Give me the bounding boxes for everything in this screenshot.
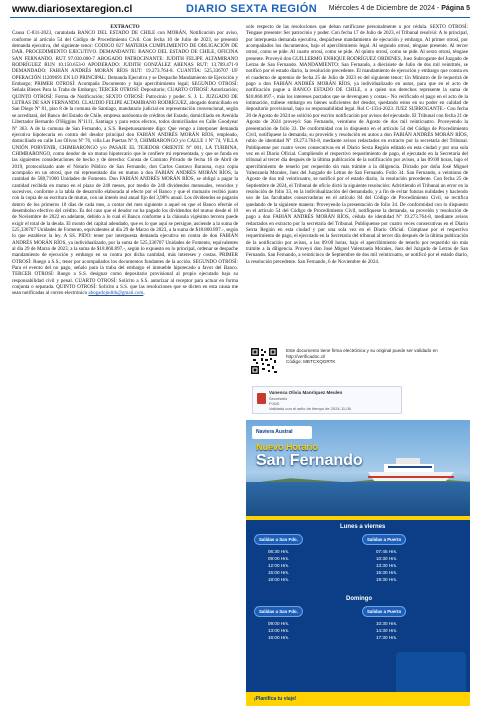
time-slot: 13:00 Hrs. (268, 628, 290, 633)
email-link[interactable]: abogadojudith@gmail.com (88, 290, 144, 297)
time-slot: 06:30 Hrs. (268, 549, 290, 554)
page-number: Página 5 (441, 5, 470, 12)
ferry-ship-icon (366, 456, 456, 482)
ad-footer-cta: ¡Planifica tu viaje! (246, 692, 470, 706)
article-title: EXTRACTO (110, 24, 140, 30)
qr-code-icon[interactable] (250, 347, 278, 375)
signature-text (286, 348, 462, 365)
time-slot: 10:30 Hrs. (376, 621, 398, 626)
weekday-left-times (268, 548, 289, 583)
sunday-title: Domingo (346, 596, 372, 602)
ad-ferry-photo (396, 652, 466, 696)
ad-brand-badge: Naviera Austral (252, 426, 312, 439)
article-paragraph-2: solo respecto de las resoluciones que deban notificarse personalmente o por cédula. SEXTO OTROSÍ: Tengase presente: Ser patrocinio y poder. Con fecha 17 de Julio de 2023, el Tribunal resolvió: A lo principal, por interpuesta demanda ejecutiva, despáchese mandamiento de ejecución y embargo. Al primer otrosí, por acompañados los documentos, bajo el apercibimiento legal. Al segundo otrosí, téngase presente. Al tercer otrosí, como se pide. Al cuarto otrosí, como se pide. Al quinto otrosí, como se pide. Al sexto otrosí, téngase presente. Proveyó don GUILLERMO ENRIQUE RODRÍGUEZ ORDENES, Juez Subrogante del Juzgado de Letras de San Fernando. MANDAMIENTO: San Fernando, a diecisiete de Julio de dos mil veintitrés, se notificó por el estado diario, la resolución precedente. El mandamiento de ejecución y embargo que consta en el cuaderno de apremio de fecha 25 de Julio de 2023 es del siguiente tenor: Un Ministro de fe requerirá de pago a don FABIÁN ANDRÉS MORÁN RÍOS, ya individualizado en autos, para que en el acto de notificación pague a BANCO ESTADO DE CHILE, o a quien sus derechos represente la suma de $18.860.897.-, más los intereses pactados que se devenguen y costas.- No verificado el pago en el acto de la intimación, trábese embargo en bienes suficientes del deudor, quedando estos en su poder en calidad de depositario provisional, bajo su responsabilidad legal. Rol C-1334-2023. JUEZ SUBROGANTE.- Con fecha 20 de Agosto de 2024 se solicitó por escrito notificación por avisos del ejecutado. El Tribunal con fecha 21 de Agosto de 2024 proveyó: San Fernando, veintiuno de Agosto de dos mil veinticuatro. Proveyendo la presentación de folio 33. De conformidad con lo dispuesto en el artículo 54 del Código de Procedimiento Civil, notifíquese la demanda, su proveído y resolución en autos a don FABIÁN ANDRÉS MORÁN RÍOS, rubio de identidad Nº 19.273.764-8, mediante avisos redactados en extracto por la secretaría del Tribunal. Publíquense por cuatro veces consecutivas en el Diario Sexta Región editado en esta ciudad y por una sola vez en el Diario Oficial. Cumpliendo el respectivo requerimiento de pago, el ejecutado en la Secretaría del tribunal al tercer día después de la última publicación de la notificación por avisos, a las 09:00 horas, bajo el apercibimiento de tenerlo por requerido sin más trámite a la diligencia. Dictado por doña José Miguel Valenzuela Morales, Juez del Juzgado de Letras de San Fernando. Folio 34. San Fernando, a veintiuno de Agosto de dos mil veinticuatro, se notificó por el estado diario, la resolución precedente. Con fecha 25 de Septiembre de 2024, el Tribunal de oficio dictó la siguiente resolución: Advirtiendo el Tribunal un error en la resolución de folio 33, en la individualización del demandado, y a fin de evitar futuras nulidades y haciendo uso de las facultades conservadoras en el artículo 84 del Código de Procedimiento Civil, se rectifica quedando de la siguiente manera: Proveyendo la presentación de folio 34. De conformidad con lo dispuesto en el artículo 54 del Código de Procedimiento Civil, notifíquese la demanda, su proveído y resolución de pago a don FABIÁN ANDRÉS MORÁN RÍOS, cédula de identidad Nº 19.273.764-8, mediante avisos redactados en extracto por la secretaría del Tribunal. Publíquense por cuatro veces consecutivas en el Diario Sexta Región en esta ciudad y por una sola vez en el Diario Oficial. Cúmplase por el respectivo requerimiento de pago, el ejecutado en la Secretaría del tribunal al tercer día después de la última publicación de la notificación por avisos, a las 09:00 horas, bajo el apercibimiento de tenerlo por requerido sin más trámite a la diligencia. Proveyó don José Miguel Valenzuela Morales, Juez del Juzgado de Letras de San Fernando. San Fernando, a veinticinco de Septiembre de dos mil veinticuatro, se notificó por el estado diario, la resolución precedente. San Fernando, 6 de Noviembre de 2024. (246, 24, 469, 265)
route-right-label: Salidas a Puerto (367, 537, 402, 542)
time-slot: 07:45 Hrs. (376, 549, 398, 554)
electronic-signature (250, 347, 463, 377)
weekday-title: Lunes a viernes (340, 524, 386, 530)
sunday-route-left (254, 606, 303, 617)
time-slot: 16:30 Hrs. (376, 570, 398, 575)
sunday-right-times (376, 620, 397, 641)
article-column-right (246, 24, 468, 340)
page-header (0, 0, 480, 20)
ad-destination-title: San Fernando (256, 452, 363, 469)
weekday-route-right (362, 534, 406, 545)
time-slot: 18:00 Hrs. (268, 577, 290, 582)
article-paragraph-1: Causa C-831-2023, caratulada BANCO DEL ESTADO DE CHILE con MORÁN, Notificación por aviso, conforme al artículo 54 del Código de Procedimiento Civil. Con fecha 10 de Julio de 2023, se presentó demanda ejecutiva, del siguiente tenor: CODIGO 027 MATERIA CUMPLIMIENTO DE OBLIGACIÓN DE DAR. PROCEDIMIENTO EJECUTIVO. DEMANDANTE: BANCO DEL ESTADO DE CHILE, OFICINA SAN FERNANDO. RUT 97.030.000-7 ABOGADO PATROCINANTE: JUDITH FELIPE ALTAMIRANO RODRÍGUEZ RUN 10.150.653-0 APODERADO: JUDITH GONZÁLEZ ARENAS RUT: 13.789.471-9 DEMANDADO: FABIÁN ANDRÉS MORÁN RÍOS RUT: 19.273.764-8. CUANTÍA: 525,336707 UF OPERACIÓN 11209691 EN LO PRINCIPAL: Demanda Ejecutiva y se Despache Mandamiento de Ejecución y Embargo; PRIMER OTROSÍ: Acompaña Documento y bajo apercibimiento legal; SEGUNDO OTROSÍ: Señala Bienes Para la Traba de Embargo; TERCER OTROSÍ: Depositario; CUARTO OTROSÍ: Autorización; QUINTO OTROSÍ: Forma de Notificación; SEXTO OTROSÍ: Patrocinio y poder. S. J. L. JUZGADO DE LETRAS DE SAN FERNANDO. CLAUDIO FELIPE ALTAMIRANO RODRÍGUEZ, abogado domiciliado en San Diego Nº 81, piso 8 de la comuna de Santiago, mandatario judicial en representación convencional, según se acreditará, del Banco del Estado de Chile, empresa autónoma de créditos del Estado, domiciliado en Avenida Libertador Bernardo O'Higgins Nº1111, Santiago y para estos efectos, todos domiciliados en Calle Goodyear Nº 363. A de la comuna de San Fernando, a S.S. Respetuosamente digo: Que vengo a interponer demanda ejecutiva hipotecaria en contra del deudor principal don FABIÁN ANDRÉS MORÁN RÍOS, empleado, domiciliado en calle Los Olivos Nº 76, villa Las Puertas Nº 9, CHIMBARONGO y/o CALLE 1 Nº 74, VILLA UNIÓN PORVENIR, CHIMBARONGO y/o PASAJE EL TEJEDOR ORIENTE Nº 001, LA TURBINA, CHIMBARONGO, como deudor de un mutuo hipotecario que le confiere mi representada, y que se funda en las siguientes consideraciones de hecho y de derecho: Consta de Contrato Privado de fecha 16 de Abril de 2019, protocolizado ante el Notario Público de San Fernando, don Carlos Gustavo Baraona, cuya copia acompaño en un otrosí, que mi representado dio en mutuo a don FABIÁN ANDRÉS MORÁN RÍOS, la cantidad de 588,71000 Unidades de Fomento. Don FABIÁN ANDRÉS MORÁN RÍOS, se obligó a pagar la cantidad recibida en mutuo en el plazo de 240 meses, por medio de 240 dividendos mensuales, vencidos y sucesivos, conforme a la tabla de desarrollo elaborada al efecto por el Banco y que el mutuario recibió junto con la copia de su escritura de mutuo, con un interés real anual fijo del 3,98% anual. Los dividendos se pagarán dentro de los primeros 10 días de cada mes, a contar del mes siguiente a aquel en que el Banco efectúe el desembolso efectivo del crédito. Es del caso que el deudor no ha pagado los dividendos del mutuo desde el 10 de Noviembre de 2022 en adelante, debido a lo cual el Banco conforme a la cláusula vigésimo tercera puede exigir el total de la deuda. El monto del capital adeudado, que es lo que aquí se persigue, asciende a la suma de 525,336707 Unidades de Fomento, equivalentes al día 29 de Marzo de 2023, a la suma de $18.860.897.-, según lo que establece la ley. A SS. PIDO: tener por interpuesta demanda ejecutiva en contra de don FABIÁN ANDRÉS MORÁN RÍOS, ya individualizado, por la suma de 525,336707 Unidades de Fomento, equivalentes al día 29 de Marzo de 2023, a la suma de $18.860.897.-, según lo expuesto en lo principal, ordenar se despache mandamiento de ejecución y embargo en su contra por dicha cantidad, más intereses y costas. PRIMER OTROSÍ: Ruego a S.S., tener por acompañados los documentos fundantes de la acción. SEGUNDO OTROSÍ: Para el evento del no pago, señalo para la traba del embargo el inmueble hipotecado a favor del Banco. TERCER OTROSÍ: Ruego a S.S. designar como depositario provisional al propio ejecutado bajo su responsabilidad civil y penal. CUARTO OTROSÍ: Solicito a S.S. autorizar al receptor para actuar en forma conjunta o separada. QUINTO OTROSÍ: Solicito a S.S. que las resoluciones que se dicten en esta causa me sean notificadas al correo electrónico abogadojudith@gmail.com, (12, 30, 238, 297)
time-slot: 09:00 Hrs. (268, 621, 290, 626)
time-slot: 16:00 Hrs. (268, 635, 290, 640)
signature-line-1: Este documento tiene firma electrónica y su original puede ser validado en http://verificadoc.cl/ (286, 348, 438, 359)
article-column-left (12, 24, 238, 706)
weekday-route-left (254, 534, 303, 545)
header-rule (10, 17, 470, 18)
sunday-route-right (362, 606, 406, 617)
route-right-label: Salidas a Puerto (367, 609, 402, 614)
article-body-1: Causa C-831-2023, caratulada BANCO DEL ESTADO DE CHILE con MORÁN, Notificación por aviso, conforme al artículo 54 del Código de Procedimiento Civil. Con fecha 10 de Julio de 2023, se presentó demanda ejecutiva, del siguiente tenor: CODIGO 027 MATERIA CUMPLIMIENTO DE OBLIGACIÓN DE DAR. PROCEDIMIENTO EJECUTIVO. DEMANDANTE: BANCO DEL ESTADO DE CHILE, OFICINA SAN FERNANDO. RUT 97.030.000-7 ABOGADO PATROCINANTE: JUDITH FELIPE ALTAMIRANO RODRÍGUEZ RUN 10.150.653-0 APODERADO: JUDITH GONZÁLEZ ARENAS RUT: 13.789.471-9 DEMANDADO: FABIÁN ANDRÉS MORÁN RÍOS RUT: 19.273.764-8. CUANTÍA: 525,336707 UF OPERACIÓN 11209691 EN LO PRINCIPAL: Demanda Ejecutiva y se Despache Mandamiento de Ejecución y Embargo; PRIMER OTROSÍ: Acompaña Documento y bajo apercibimiento legal; SEGUNDO OTROSÍ: Señala Bienes Para la Traba de Embargo; TERCER OTROSÍ: Depositario; CUARTO OTROSÍ: Autorización; QUINTO OTROSÍ: Forma de Notificación; SEXTO OTROSÍ: Patrocinio y poder. S. J. L. JUZGADO DE LETRAS DE SAN FERNANDO. CLAUDIO FELIPE ALTAMIRANO RODRÍGUEZ, abogado domiciliado en San Diego Nº 81, piso 8 de la comuna de Santiago, mandatario judicial en representación convencional, según se acreditará, del Banco del Estado de Chile, empresa autónoma de créditos del Estado, domiciliado en Avenida Libertador Bernardo O'Higgins Nº1111, Santiago y para estos efectos, todos domiciliados en Calle Goodyear Nº 363. A de la comuna de San Fernando, a S.S. Respetuosamente digo: Que vengo a interponer demanda ejecutiva hipotecaria en contra del deudor principal don FABIÁN ANDRÉS MORÁN RÍOS, empleado, domiciliado en calle Los Olivos Nº 76, villa Las Puertas Nº 9, CHIMBARONGO y/o CALLE 1 Nº 74, VILLA UNIÓN PORVENIR, CHIMBARONGO y/o PASAJE EL TEJEDOR ORIENTE Nº 001, LA TURBINA, CHIMBARONGO, como deudor de un mutuo hipotecario que le confiere mi representada, y que se funda en las siguientes consideraciones de hecho y de derecho: Consta de Contrato Privado de fecha 16 de Abril de 2019, protocolizado ante el Notario Público de San Fernando, don Carlos Gustavo Baraona, cuya copia acompaño en un otrosí, que mi representado dio en mutuo a don FABIÁN ANDRÉS MORÁN RÍOS, la cantidad de 588,71000 Unidades de Fomento. Don FABIÁN ANDRÉS MORÁN RÍOS, se obligó a pagar la cantidad recibida en mutuo en el plazo de 240 meses, por medio de 240 dividendos mensuales, vencidos y sucesivos, conforme a la tabla de desarrollo elaborada al efecto por el Banco y que el mutuario recibió junto con la copia de su escritura de mutuo, con un interés real anual fijo del 3,98% anual. Los dividendos se pagarán dentro de los primeros 10 días de cada mes, a contar del mes siguiente a aquel en que el Banco efectúe el desembolso efectivo del crédito. Es del caso que el deudor no ha pagado los dividendos del mutuo desde el 10 de Noviembre de 2022 en adelante, debido a lo cual el Banco conforme a la cláusula vigésimo tercera puede exigir el total de la deuda. El monto del capital adeudado, que es lo que aquí se persigue, asciende a la suma de 525,336707 Unidades de Fomento, equivalentes al día 29 de Marzo de 2023, a la suma de $18.860.897.-, según lo que establece la ley. A SS. PIDO: tener por interpuesta demanda ejecutiva en contra de don FABIÁN ANDRÉS MORÁN RÍOS, ya individualizado, por la suma de 525,336707 Unidades de Fomento, equivalentes al día 29 de Marzo de 2023, a la suma de $18.860.897.-, según lo expuesto en lo principal, ordenar se despache mandamiento de ejecución y embargo en su contra por dicha cantidad, más intereses y costas. PRIMER OTROSÍ: Ruego a S.S., tener por acompañados los documentos fundantes de la acción. SEGUNDO OTROSÍ: Para el evento del no pago, señalo para la traba del embargo el inmueble hipotecado a favor del Banco. TERCER OTROSÍ: Ruego a S.S. designar como depositario provisional al propio ejecutado bajo su responsabilidad civil y penal. CUARTO OTROSÍ: Solicito a S.S. autorizar al receptor para actuar en forma conjunta o separada. QUINTO OTROSÍ: Solicito a S.S. que las resoluciones que se dicten en esta causa me sean notificadas al correo electrónico (12, 30, 238, 297)
certificate-court: PJUD (269, 401, 280, 406)
pdf-seal-icon (257, 393, 266, 404)
time-slot: 14:30 Hrs. (376, 628, 398, 633)
newspaper-logo: DIARIO SEXTA REGIÓN (186, 3, 318, 15)
time-slot: 17:30 Hrs. (376, 635, 398, 640)
time-slot: 19:30 Hrs. (376, 577, 398, 582)
route-left-label: Salidas a San Fdo. (259, 609, 298, 614)
ad-sea (246, 482, 470, 516)
sunday-left-times (268, 620, 289, 641)
certificate-name: Vanessa Olivia Manríquez Meulen (269, 390, 343, 395)
time-slot: 13:30 Hrs. (376, 563, 398, 568)
ferry-schedule-ad[interactable] (246, 420, 470, 706)
certificate-box (252, 386, 402, 414)
weekday-right-times (376, 548, 397, 583)
time-slot: 09:00 Hrs. (268, 556, 290, 561)
issue-date (329, 5, 470, 12)
time-slot: 15:00 Hrs. (268, 570, 290, 575)
route-left-label: Salidas a San Fdo. (259, 537, 298, 542)
signature-code: Código: MBTCXQGRTK (286, 359, 336, 365)
ad-yellow-band (246, 516, 470, 520)
certificate-role: Secretario (269, 396, 288, 401)
issue-date-text: Miércoles 4 de Diciembre de 2024 - (328, 5, 440, 12)
certificate-date: Validado con el sello de tiempo de 2024-11-06 (269, 406, 351, 411)
time-slot: 12:00 Hrs. (268, 563, 290, 568)
ad-new-schedule-label: Nuevo Horario (256, 442, 319, 452)
time-slot: 10:30 Hrs. (376, 556, 398, 561)
site-url[interactable]: www.diariosextaregion.cl (12, 4, 133, 15)
